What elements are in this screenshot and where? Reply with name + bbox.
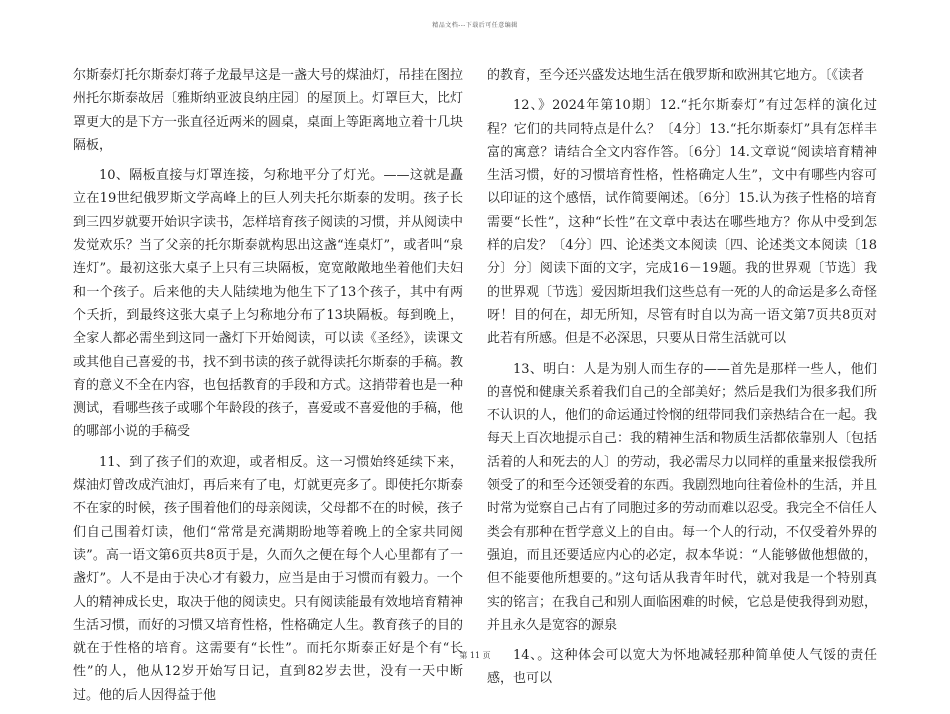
right-paragraph-3: 13、明白：人是为别人而生存的——首先是那样一些人，他们的喜悦和健康关系着我们自己的全部美好；然后是我们为很多我们所不认识的人，他们的命运通过怜悯的纽带同我们亲热结合在一起。我每天上百次地提示自己：我的精神生活和物质生活都依靠别人〔包括活着的人和死去的人〕的劳动，我必需尽力以同样的重量来报偿我所领受了的和至今还领受着的东西。我剧烈地向往着俭朴的生活，并且时常为觉察自己占有了同胞过多的劳动而难以忍受。我完全不信任人类会有那种在哲学意义上的自由。每一个人的行动，不仅受着外界的强迫，而且还要适应内心的必定，叔本华说：“人能够做他想做的，但不能要他所想要的。”这句话从我青年时代，就对我是一个特别真实的铭言；在我自己和别人面临困难的时候，它总是使我得到劝慰，并且永久是宽容的源泉	[487, 361, 878, 633]
page-number: 第 11 页	[459, 651, 491, 660]
right-paragraph-1: 的教育，至今还兴盛发达地生活在俄罗斯和欧洲其它地方。〔《读者	[487, 68, 865, 83]
right-paragraph-4: 14、。这种体会可以宽大为怀地减轻那种简单使人气馁的责任感，也可以	[487, 648, 877, 687]
left-paragraph-3: 11、到了孩子们的欢迎，或者相反。这一习惯始终延续下来，煤油灯曾改成汽油灯，再后来有了电，灯就更亮多了。即使托尔斯泰不在家的时候，孩子围着他们的母亲阅读，父母都不在的时候，孩子们自己围着灯读，他们“常常是充满期盼地等着晚上的全家共同阅读”。高一语文第6页共8页于是，久而久之便在每个人心里都有了一盏灯”。人不是由于决心才有毅力，应当是由于习惯而有毅力。一个人的精神成长史，取决于他的阅读史。只有阅读能最有效地培育精神生活习惯，而好的习惯又培育性格，性格确定人生。教育孩子的目的就在于性格的培育。这需要有“长性”。而托尔斯泰正好是个有“长性”的人，他从12岁开始写日记，直到82岁去世，没有一天中断过。他的后人因得益于他	[73, 454, 464, 703]
page-header: 精品文档---下载后可任意编辑	[432, 22, 518, 29]
left-column	[73, 64, 463, 714]
left-paragraph-1: 尔斯泰灯托尔斯泰灯蒋子龙最早这是一盏大号的煤油灯，吊挂在图拉州托尔斯泰故居〔雅斯纳亚波良纳庄园〕的屋顶上。灯罩巨大，比灯罩更大的是下方一张直径近两米的圆桌，桌面上等距离地立着十几块隔板，	[73, 68, 464, 153]
right-paragraph-2: 12、》2024年第10期〕12.“托尔斯泰灯”有过怎样的演化过程？它们的共同特点是什么？〔4分〕13.“托尔斯泰灯”具有怎样丰富的寓意？请结合全文内容作答。〔6分〕14.文章说“阅读培育精神生活习惯，好的习惯培育性格，性格确定人生”，文中有哪些内容可以印证的这个感悟，试作简要阐述。〔6分〕15.认为孩子性格的培育需要“长性”，这种“长性”在文章中表达在哪些地方？你从中受到怎样的启发？〔4分〕四、论述类文本阅读〔四、论述类文本阅读〔18分〕分〕阅读下面的文字，完成16－19题。我的世界观〔节选〕我的世界观〔节选〕爱因斯坦我们这些总有一死的人的命运是多么奇怪呀！目的何在，却无所知，尽管有时自以为高一语文第7页共8页对此若有所感。但是不必深思，只要从日常生活就可以	[487, 98, 878, 347]
left-paragraph-2: 10、隔板直接与灯罩连接，匀称地平分了灯光。——这就是矗立在19世纪俄罗斯文学高峰上的巨人列夫托尔斯泰的发明。孩子长到三四岁就要开始识字读书，怎样培育孩子阅读的习惯，并从阅读中发觉欢乐？当了父亲的托尔斯泰就构思出这盏“连桌灯”，或者叫“泉连灯”。最初这张大桌子上只有三块隔板，宽宽敞敞地坐着他们夫妇和一个孩子。后来他的夫人陆续地为他生下了13个孩子，其中有两个夭折，到最终这张大桌子上匀称地分布了13块隔板。每到晚上，全家人都必需坐到这同一盏灯下开始阅读，可以读《圣经》，读课文或其他自己喜爱的书，找不到书读的孩子就得读托尔斯泰的手稿。教育的意义不全在内容，也包括教育的手段和方式。这捎带着也是一种测试，看哪些孩子或哪个年龄段的孩子，喜爱或不喜爱他的手稿，他的哪部小说的手稿受	[73, 168, 464, 440]
right-column	[487, 64, 877, 698]
